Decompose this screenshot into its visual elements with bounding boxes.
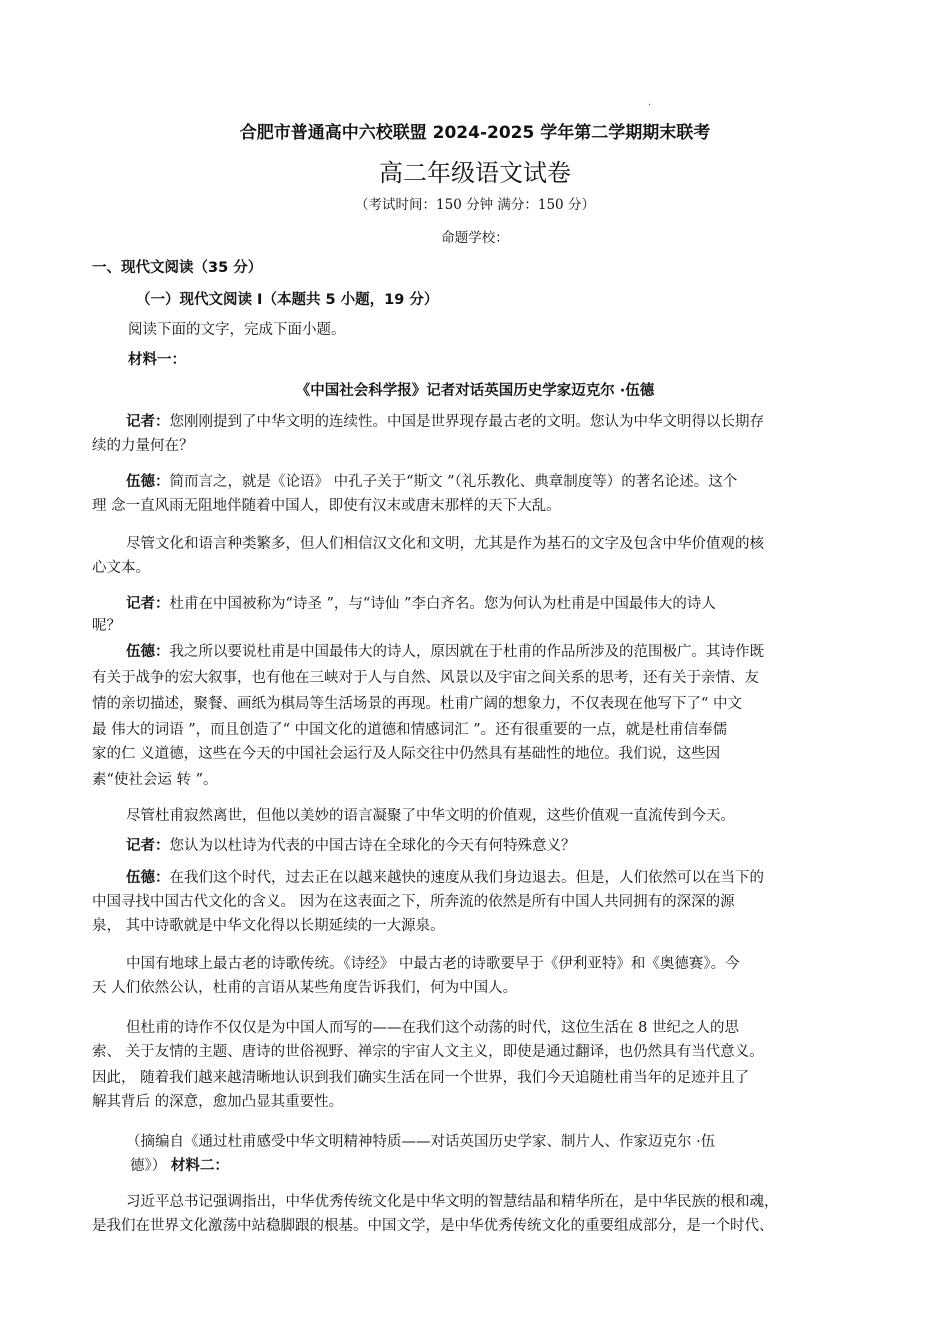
line-text: 心文本。 [92, 560, 150, 576]
instruction: 阅读下面的文字，完成下面小题。 [128, 322, 346, 338]
speaker-label: 伍德： [126, 644, 170, 660]
speaker-label: 伍德： [126, 474, 170, 490]
line-text: （摘编自《通过杜甫感受中华文明精神特质——对话英国历史学家、制片人、作家迈克尔 ·伍 [126, 1134, 716, 1150]
text-line [92, 494, 561, 515]
line-text: 德》） [130, 1158, 167, 1174]
text-line [126, 470, 737, 491]
speaker-label: 记者： [126, 414, 170, 430]
part-title: （一）现代文阅读 I（本题共 5 小题，19 分） [136, 292, 439, 308]
line-text: 素“使社会运 转 ”。 [92, 772, 218, 788]
line-text: 您刚刚提到了中华文明的连续性。中国是世界现存最古老的文明。您认为中华文明得以长期存 [169, 414, 764, 430]
exam-title: 高二年级语文试卷 [379, 159, 571, 187]
line-text: 在我们这个时代，过去正在以越来越快的速度从我们身边退去。但是，人们依然可以在当下的 [169, 870, 764, 886]
line-text: 情的亲切描述，聚餐、画纸为棋局等生活场景的再现。杜甫广阔的想象力，不仅表现在他写下了“ 中文 [92, 696, 743, 712]
line-text: 天 人们依然公认，杜甫的言语从某些角度告诉我们，何为中国人。 [92, 980, 518, 996]
line-text: 呢？ [92, 618, 121, 634]
line-text: 家的仁 义道德，这些在今天的中国社会运行及人际交往中仍然具有基础性的地位。我们说，这些因 [92, 746, 721, 762]
top-dot: · [648, 100, 652, 111]
text-line [126, 952, 740, 973]
speaker-label: 记者： [126, 838, 170, 854]
text-line [126, 866, 764, 887]
material1-label: 材料一： [128, 352, 186, 368]
line-text: 杜甫在中国被称为“诗圣 ”，与“诗仙 ”李白齐名。您为何认为杜甫是中国最伟大的诗人 [169, 596, 716, 612]
text-line [126, 834, 576, 855]
source-citation [126, 1130, 715, 1151]
line-text: 是我们在世界文化激荡中站稳脚跟的根基。中国文学，是中华优秀传统文化的重要组成部分，是一个时代、 [92, 1218, 774, 1234]
text-line [130, 1154, 229, 1175]
line-text: 索、 关于友情的主题、唐诗的世俗视野、禅宗的宇宙人文主义，即使是通过翻译，也仍然具有当代意义。 [92, 1044, 764, 1060]
exam-info: （考试时间：150 分钟 满分：150 分） [355, 197, 595, 213]
text-line [92, 1214, 774, 1235]
line-text: 我之所以要说杜甫是中国最伟大的诗人，原因就在于杜甫的作品所涉及的范围极广。其诗作既 [169, 644, 764, 660]
line-text: 理 念一直风雨无阻地伴随着中国人，即使有汉末或唐末那样的天下大乱。 [92, 498, 561, 514]
section-title: 一、现代文阅读（35 分） [92, 260, 263, 276]
text-line [92, 434, 194, 455]
material1-title: 《中国社会科学报》记者对话英国历史学家迈克尔 ·伍德 [295, 383, 655, 399]
text-line [92, 692, 742, 713]
text-line [92, 666, 759, 687]
line-text: 但杜甫的诗作不仅仅是为中国人而写的——在我们这个动荡的时代，这位生活在 8 世纪之人的思 [126, 1020, 739, 1036]
text-line [92, 1040, 764, 1061]
text-line [92, 890, 735, 911]
text-line [92, 614, 121, 635]
text-line [126, 592, 716, 613]
speaker-label: 伍德： [126, 870, 170, 886]
line-text: 有关于战争的宏大叙事，也有他在三峡对于人与自然、风景以及宇宙之间关系的思考，还有关于亲情、友 [92, 670, 759, 686]
text-line [126, 1016, 739, 1037]
text-line [92, 1066, 749, 1087]
line-text: 您认为以杜诗为代表的中国古诗在全球化的今天有何特殊意义？ [169, 838, 576, 854]
text-line [92, 768, 218, 789]
text-line [92, 976, 517, 997]
line-text: 中国寻找中国古代文化的含义。 因为在这表面之下，所奔流的依然是所有中国人共同拥有的深深的源 [92, 894, 735, 910]
line-text: 中国有地球上最古老的诗歌传统。《诗经》 中最古老的诗歌要早于《伊利亚特》和《奥德赛》。今 [126, 956, 740, 972]
text-line [126, 804, 735, 825]
text-line [92, 1090, 343, 1111]
text-line [92, 556, 150, 577]
line-text: 解其背后 的深意，愈加凸显其重要性。 [92, 1094, 344, 1110]
material2-label: 材料二： [170, 1158, 229, 1174]
line-text: 尽管文化和语言种类繁多，但人们相信汉文化和文明，尤其是作为基石的文字及包含中华价值观的核 [126, 536, 764, 552]
line-text: 泉， 其中诗歌就是中华文化得以长期延续的一大源泉。 [92, 918, 445, 934]
line-text: 尽管杜甫寂然离世，但他以美妙的语言凝聚了中华文明的价值观，这些价值观一直流传到今天。 [126, 808, 735, 824]
text-line [126, 532, 764, 553]
speaker-label: 记者： [126, 596, 170, 612]
text-line [92, 718, 727, 739]
line-text: 因此， 随着我们越来越清晰地认识到我们确实生活在同一个世界，我们今天追随杜甫当年的足迹并且了 [92, 1070, 750, 1086]
text-line [92, 742, 720, 763]
text-line [126, 410, 764, 431]
line-text: 习近平总书记强调指出，中华优秀传统文化是中华文明的智慧结晶和精华所在，是中华民族的根和魂， [126, 1194, 779, 1210]
text-line [92, 914, 445, 935]
school-title: 合肥市普通高中六校联盟 2024-2025 学年第二学期期末联考 [239, 123, 711, 143]
text-line [126, 640, 764, 661]
text-line [126, 1190, 779, 1211]
line-text: 续的力量何在？ [92, 438, 194, 454]
line-text: 最 伟大的词语 ”，而且创造了“ 中国文化的道德和情感词汇 ”。还有很重要的一点，就是杜甫信奉儒 [92, 722, 728, 738]
setter-school: 命题学校： [441, 230, 509, 246]
line-text: 简而言之，就是《论语》 中孔子关于“斯文 ”（礼乐教化、典章制度等）的著名论述。这个 [169, 474, 738, 490]
